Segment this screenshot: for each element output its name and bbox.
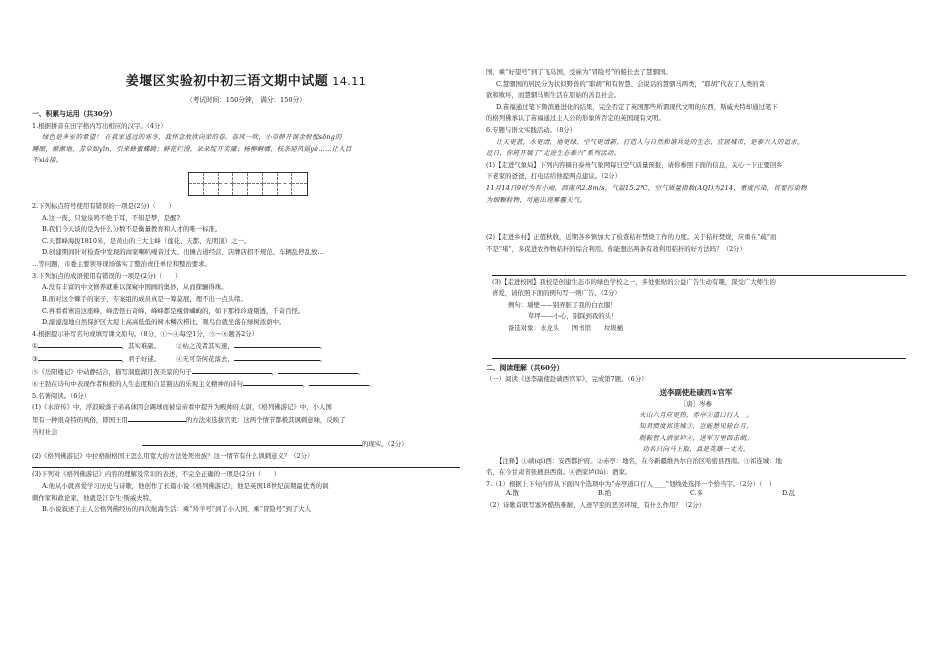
q6-passage-1: 让天更蓝，水更清，地更绿，空气更清新，打造人与自然和谐共处的生态、宜居城市，是泰兴人的追求。	[496, 137, 804, 146]
q5-2: (2)《格列佛游记》中拉格耐格国王怎么用宽大的方法处死贵族？这一情节有什么讽刺意义？（2分）	[32, 451, 314, 460]
q5-2-answer-line[interactable]	[32, 467, 460, 468]
q5-3-option-b: B.小说叙述了主人公格列佛经历的四次航海生活：乘“羚羊号”到了小人国，乘“冒险号”到了大人	[42, 505, 312, 514]
poem-line-3: 脱鞍暂入酒家垆④，送军万里西击胡。	[639, 433, 753, 442]
q3-option-a: A.没有丰富的中文修养就难以深窥中国画的奥妙，从而探骊得珠。	[42, 283, 228, 292]
right-column	[486, 0, 906, 511]
exam-title: 姜堰区实验初中初三语文期中试题 14.11	[125, 74, 367, 89]
left-column	[32, 0, 460, 515]
q1-passage-line1: 绿色是多室的希望！ 在我家遥远的寒冬，我怀念故欣向荣的春。春风一吹，小草睁开误金般惺sōng的	[42, 133, 342, 142]
q4-blank-1[interactable]	[38, 341, 122, 348]
q6-2-cont: 不是“堵”，多促进农作物秸秆的综合利用。你能想出两条有效利用秸秆的好方法吗？（2分）	[486, 244, 746, 253]
q4-blank-6b[interactable]	[309, 379, 369, 386]
q6-1: (1)【走进气象局】下列内容摘自泰州气象网每日空气质量预报，请你参照下面的信息，关心一下正要回乡	[486, 160, 783, 169]
q1-stem: 1.根据拼音在田字格内写出相应的汉字。（4分）	[32, 121, 167, 130]
q5-3-option-a: A.他从小就喜爱学习历史与诗歌，他创作了长篇小说《格列佛游记》，他是英国18世纪前期最优秀的讽	[42, 482, 329, 491]
q2-option-a: A.这一夜，只觉泉鸣不绝于耳，不知是梦，是醒?	[42, 213, 180, 222]
q5-1-line3: 当时社会	[32, 427, 58, 436]
q6-passage-2: 近日，你班开展了“走进生态泰兴”系列活动。	[486, 149, 621, 158]
q7-option-b[interactable]: B.绝	[598, 489, 612, 498]
q6-stem: 6.专题与语文实践活动。（8分）	[486, 126, 577, 135]
q5-1-line2: 里有一种很奇特的风俗，即国王用 的方法来选拔官吏：这两个情节都极其讽刺意味，反映了	[32, 415, 346, 424]
q1-passage-line3: 不xiá接。	[32, 156, 63, 165]
q5-3-option-a-cont: 刺作家和政论家，他就是江奈生·斯威夫特。	[32, 493, 156, 502]
q5-1-line1: (1)《水浒传》中，浮浪破落子弟高俅因会踢球而被皇帝看中提升为殿帅府太尉，《格列佛游记》中，小人国	[32, 403, 332, 412]
tianzige-grid[interactable]	[188, 172, 308, 196]
q5-3-option-d: D.苗福通过笔下鲁滨逊进化的结果，完全否定了英国那些所谓现代文明的东西，斯威夫特却通过笔下	[496, 102, 778, 111]
q7-1: 7.（1）根据上下句内容从下面四个选项中为“赤亭道口行人____”划线处选择一个恰当字。（2分）（ ）	[486, 479, 776, 488]
q5-3-option-d-cont: 的格列佛承认了苗福通过主人公的形象所否定的英国现有文明。	[486, 114, 665, 123]
q2-option-c: C.天都峰海拔1810米，是黄山的三大主峰（莲花、天都、光明顶）之一。	[42, 236, 251, 245]
q4-blank-3[interactable]	[38, 354, 122, 361]
q6-2-answer-line[interactable]	[492, 275, 906, 276]
q6-3-candidates: 备选对象：水龙头 图书馆 垃圾桶	[508, 323, 624, 332]
poem-line-2: 知君惯度祁连城③，岂能愁见轮台月。	[639, 422, 753, 431]
q1-passage-line2: 睡眼，渐渐地，芳草如yīn，引来蜂蜜蝶跳；鲜花烂漫，朵朵绽开笑靥；杨柳婀娜，枝条迎风摇yè……让人目	[32, 144, 352, 153]
q4-row3: ⑤《岳阳楼记》中动静结合，描写洞庭湖月夜美景的句子 ， 。	[32, 367, 365, 376]
poem-notes: 【注释】①碛(qì)西：安西都护府。②赤亭：地名，在今新疆维吾尔自治区哈密县西南。③祁连城：地	[496, 456, 782, 465]
q4-stem: 4.根据提示补写名句或填写课文原句。（8分，①～④每空1分，⑤～⑥题各2分）	[32, 329, 258, 338]
q6-3-example-2: 草坪——小心，别踩到我的头！	[528, 312, 618, 321]
q4-blank-2[interactable]	[234, 341, 320, 348]
poem-notes-cont: 名，在今甘肃省张掖县西南。④酒家垆(lú)：酒家。	[486, 468, 632, 477]
q5-stem: 5.名著阅读。（6分）	[32, 391, 91, 400]
q7-1-options	[486, 489, 906, 499]
q5-3: (3)下列对《格列佛游记》内容的理解及常识的表述，不完全正确的一项是(2分)（ ）	[32, 470, 281, 479]
q6-3-example-1: 例句：墙壁——别弄脏了我的白衣服！	[508, 300, 617, 309]
q2-stem: 2.下列标点符号使用有错误的一项是(2分)（ ）	[32, 202, 175, 211]
q5-blank-2[interactable]	[142, 439, 362, 446]
q2-option-d-cont: …等问题，市委主要领导现场落实了整治责任单位和整治要求。	[32, 260, 211, 269]
poem-author: ［唐］岑参	[680, 400, 712, 409]
q4-row1: ① ，其实难副。 ②枯之茂者其实速， 。	[32, 342, 327, 351]
q5-3-option-c-cont: 欲和败坏，而慧骃马则生活在原始的善良社会。	[486, 91, 621, 100]
q6-2: (2)【走进乡村】正值秋收，近期各乡镇加大了检查秸秆禁烧工作的力度。关于秸秆焚烧，应重在“疏”而	[486, 233, 777, 242]
q7-2: （2）诗歌首联写塞外酷热难耐、人迹罕至的恶劣环境，有什么作用？（2分）	[486, 500, 706, 509]
q3-option-c: C.再看看寨沿这座峰，峰峦怪石奇峰，峰峰都是瘦骨嶙峋的，如下那样玲珑剔透，千奇百怪。	[42, 306, 305, 315]
q4-row2: ③ ，君子好逑。 ④无可奈何花落去， 。	[32, 354, 327, 363]
q4-blank-4[interactable]	[234, 354, 320, 361]
q3-option-d: D.濠濠湿地自然保护区大堤上高高低低的树木鳞次栉比，观鸟台就坐落在绿树浓荫中。	[42, 318, 286, 327]
section-divider	[492, 358, 906, 359]
q6-1-cont: 下老家的爸爸，打电话给他提两点建议。（2分）	[486, 172, 622, 181]
q5-1-line4: 的现实。（2分）	[32, 439, 460, 450]
q4-row4: ⑥王勃在诗句中表现作者积极的人生态度和自足豁达的乐观主义精神的诗句 ， 。	[32, 380, 376, 389]
section-2-heading: 二、阅读理解（共60分）	[486, 363, 564, 372]
poem-body	[486, 400, 906, 454]
exam-subtitle: （考试时间：150分钟， 满分：150分）	[186, 95, 306, 104]
section-1-heading: 一、积累与运用（共30分）	[32, 110, 117, 119]
q6-1-forecast: 11月14日9时为有小雨，西南风2.8m/s，气温15.2℃，空气质量指数(AQI)为214，重度污染，首要污染物	[486, 184, 807, 193]
q5-3-option-b-cont: 国，乘“好望号”到了飞岛国，受雇为“冒险号”的船长去了慧骃国。	[486, 68, 672, 76]
poem-line-4: 功名只向马上取，真是英雄一丈夫。	[642, 444, 750, 453]
q5-3-option-c: C.慧骃国的居民分为状似野兽的“耶胡”和有智慧、会说话的慧骃马两类，“耶胡”代表了人类的贪	[496, 79, 765, 88]
q4-blank-6a[interactable]	[243, 379, 303, 386]
poem-title: 送李副使赴碛西①官军	[659, 388, 733, 398]
q3-option-b: B.面对这个棘手的案子，专案组的成员真是一筹莫展，理不出一点头绪。	[42, 294, 247, 303]
q7-intro: （一）阅读《送李副使赴碛西官军》，完成第7题。（6分）	[486, 374, 648, 383]
q4-blank-5b[interactable]	[278, 367, 358, 374]
q2-option-d: D.创建期间针对检查中发现的商家喇叭噪音过大、出摊占道经营、店牌店招不规范、车辆乱停乱放…	[42, 248, 324, 257]
q6-1-forecast-cont: 为细颗粒物，可能出现雾霾天气。	[486, 195, 587, 204]
poem-line-1: 火山六月应更热，赤亭②道口行人 。	[639, 411, 753, 420]
q2-option-b: B.我们今天谈的是为什么分数不是衡量教育和人才的唯一标准。	[42, 225, 222, 234]
q6-3-cont: 喜爱，请依照下面的例句写一则广告。（2分）	[492, 289, 621, 298]
q7-option-c[interactable]: C.多	[690, 489, 704, 498]
q5-blank-1[interactable]	[128, 415, 186, 422]
q7-option-d[interactable]: D.乱	[782, 489, 796, 498]
q4-blank-5a[interactable]	[192, 367, 272, 374]
q7-option-a[interactable]: A.散	[506, 489, 520, 498]
q3-stem: 3.下列加点的成语使用有错误的一项是(2分)（ ）	[32, 271, 182, 280]
q6-3: (3)【走进校园】我校是创建生态市的绿色学校之一，多处张贴的公益广告生动有趣，深受广大师生的	[492, 277, 776, 286]
